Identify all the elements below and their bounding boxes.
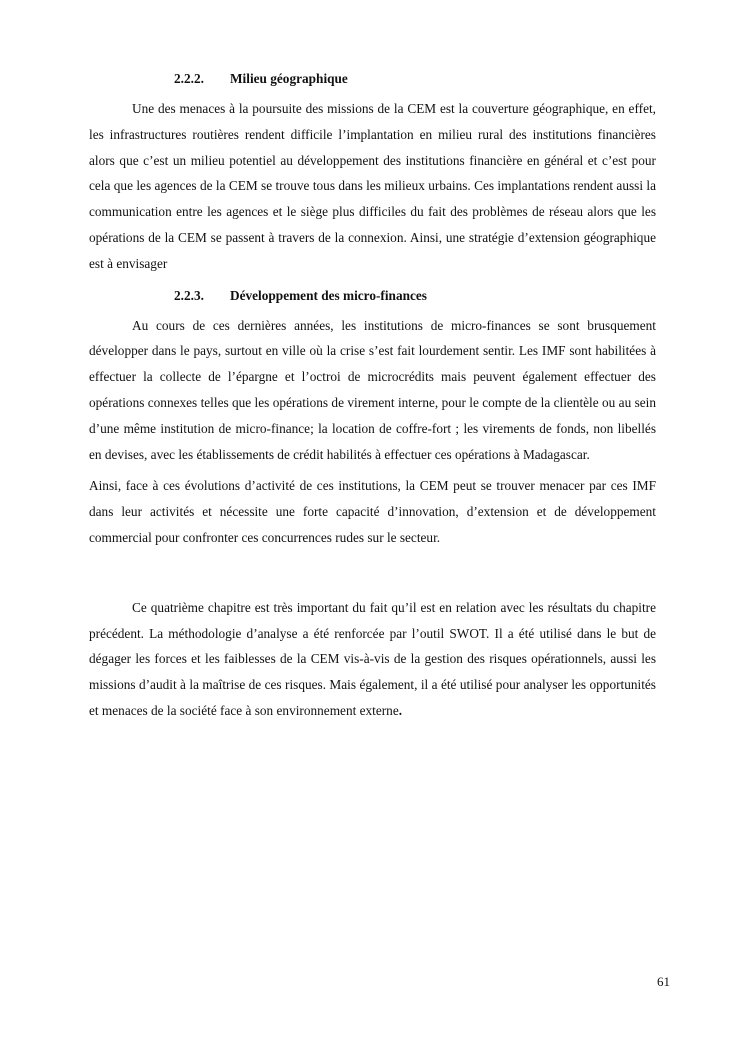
page-number: 61 <box>657 974 670 989</box>
section-number: 2.2.2. <box>174 71 204 86</box>
paragraph-micro-finances-development: Au cours de ces dernières années, les institutions de micro-finances se sont brusquement développer dans le pays, surtout en ville où la crise s’est fait lourdement sentir. Les IMF sont habilitées à effectuer la collecte de l’épargne et l’octroi de microcrédits mais peuvent également effectuer des opérations connexes telles que les opérations de virement interne, pour le compte de la clientèle ou au sein d’une même institution de micro-finance; la location de coffre-fort ; les virements de fonds, non libellés en devises, avec les établissements de crédit habilités à effectuer ces opérations à Madagascar. <box>89 317 656 462</box>
document-page <box>89 70 656 724</box>
conclusion-trailing-period: . <box>398 702 403 718</box>
paragraph-micro-finances-threat: Ainsi, face à ces évolutions d’activité de ces institutions, la CEM peut se trouver menacer par ces IMF dans leur activités et nécessite une forte capacité d’innovation, d’extension et de développement commercial pour confronter ces concurrences rudes sur le secteur. <box>89 478 656 545</box>
section-number: 2.2.3. <box>174 287 204 303</box>
section-heading-micro-finances <box>89 287 656 305</box>
paragraph-chapter-conclusion <box>89 595 656 724</box>
section-title: Développement des micro-finances <box>230 287 427 303</box>
conclusion-text: Ce quatrième chapitre est très important du fait qu’il est en relation avec les résultats du chapitre précédent. La méthodologie d’analyse a été renforcée par l’outil SWOT. Il a été utilisé dans le but de dégager les forces et les faiblesses de la CEM vis-à-vis de la gestion des risques opérationnels, aussi les missions d’audit à la maîtrise de ces risques. Mais également, il a été utilisé pour analyser les opportunités et menaces de la société face à son environnement externe <box>89 599 656 718</box>
section-heading-milieu-geographique <box>89 70 656 88</box>
paragraph-milieu-geographique: Une des menaces à la poursuite des missions de la CEM est la couverture géographique, en effet, les infrastructures routières rendent difficile l’implantation en milieu rural des institutions financières alors que c’est un milieu potentiel au développement des institutions financière en général et c’est pour cela que les agences de la CEM se trouve tous dans les milieux urbains. Ces implantations rendent aussi la communication entre les agences et le siège plus difficiles du fait des problèmes de réseau alors que les opérations de la CEM se passent à travers de la connexion. Ainsi, une stratégie d’extension géographique est à envisager <box>89 101 656 271</box>
section-title: Milieu géographique <box>230 71 348 86</box>
